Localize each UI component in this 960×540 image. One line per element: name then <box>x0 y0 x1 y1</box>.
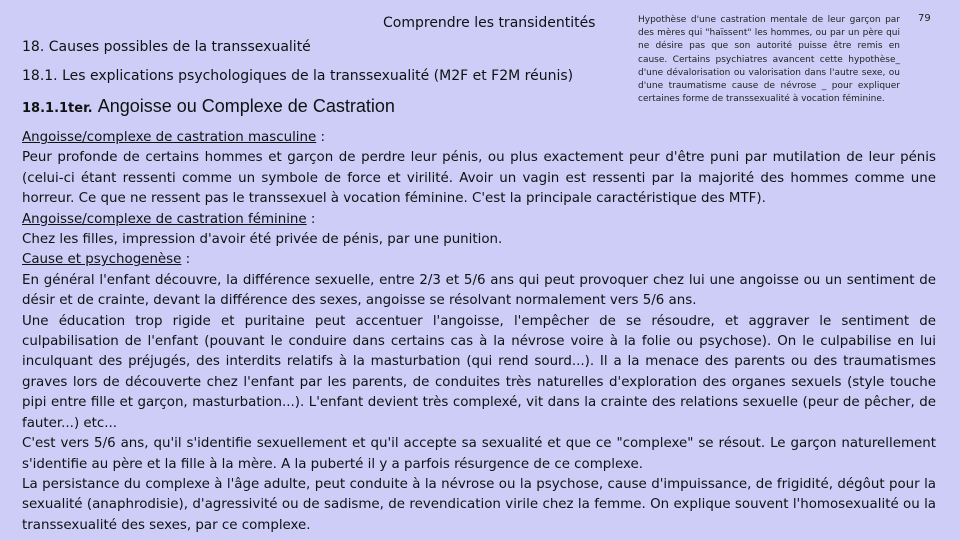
cause-paragraph-1: En général l'enfant découvre, la différence sexuelle, entre 2/3 et 5/6 ans qui peut provoquer chez lui une angoisse ou un sentiment de désir et de crainte, devant la différence des sexes, angoisse se résolvant normalement vers 5/6 ans. <box>22 272 936 309</box>
male-castration-heading-line <box>22 128 936 148</box>
page-number: 79 <box>918 13 931 24</box>
subsubsection-heading <box>22 96 395 117</box>
subsubsection-title: Angoisse ou Complexe de Castration <box>97 96 395 116</box>
cause-paragraph-2: Une éducation trop rigide et puritaine peut accentuer l'angoisse, l'empêcher de se résoudre, et aggraver le sentiment de culpabilisation de l'enfant (pouvant le conduire dans certains cas à la névrose voire à la folie ou psychose). On le culpabilise en lui inculquant des préjugés, des interdits relatifs à la masturbation (qui rend sourd...). Il a la menace des parents ou des traumatismes graves lors de découverte chez l'enfant par les parents, de conduites très naturelles d'exploration des organes sexuels (style touche pipi entre fille et garçon, masturbation...). L'enfant devient très complexé, vit dans la crainte des relations sexuelle (peur de pêcher, de fauter...) etc... <box>22 313 936 431</box>
cause-heading-line <box>22 250 936 270</box>
subsubsection-number: 18.1.1ter. <box>22 101 93 116</box>
cause-paragraph-3: C'est vers 5/6 ans, qu'il s'identifie sexuellement et qu'il accepte sa sexualité et que ce "complexe" se résout. Le garçon naturellement s'identifie au père et la fille à la mère. A la puberté il y a parfois résurgence de ce complexe. <box>22 436 936 472</box>
heading-colon: : <box>316 130 326 145</box>
female-castration-heading-line <box>22 210 936 230</box>
cause-paragraph-4: La persistance du complexe à l'âge adulte, peut conduite à la névrose ou la psychose, cause d'impuissance, de frigidité, dégôut pour la sexualité (anaphrodisie), d'agressivité ou de sadisme, de revendication virile chez la femme. On explique souvent l'homosexualité ou la transsexualité des sexes, par ce complexe. <box>22 476 936 533</box>
cause-heading: Cause et psychogenèse <box>22 252 182 268</box>
body-text <box>22 128 936 536</box>
section-heading: 18. Causes possibles de la transsexualité <box>22 39 311 55</box>
subsection-heading: 18.1. Les explications psychologiques de la transsexualité (M2F et F2M réunis) <box>22 68 574 84</box>
male-castration-text: Peur profonde de certains hommes et garçon de perdre leur pénis, ou plus exactement peur d'être puni par mutilation de leur pénis (celui-ci étant ressenti comme un symbole de force et virilité. Avoir un vagin est ressenti par la majorité des hommes comme une horreur. Ce que ne ressent pas le transsexuel à vocation féminine. C'est la principale caractéristique des MTF). <box>22 150 936 207</box>
male-castration-heading: Angoisse/complexe de castration masculine <box>22 130 317 145</box>
side-note: Hypothèse d'une castration mentale de leur garçon par des mères qui "haïssent" les hommes, ou par un père qui ne désire pas que son autorité puisse être remis en cause. Certains psychiatres avancent cette hypothèse_ d'une dévalorisation ou valorisation dans l'autre sexe, ou d'une traumatisme cause de névrose _ pour expliquer certaines forme de transsexualité à vocation féminine. <box>638 15 900 105</box>
course-title: Comprendre les transidentités <box>383 15 596 31</box>
female-castration-heading: Angoisse/complexe de castration féminine <box>22 211 307 227</box>
female-castration-text: Chez les filles, impression d'avoir été privée de pénis, par une punition. <box>22 232 503 248</box>
heading-colon: : <box>306 211 316 227</box>
heading-colon: : <box>181 252 191 268</box>
